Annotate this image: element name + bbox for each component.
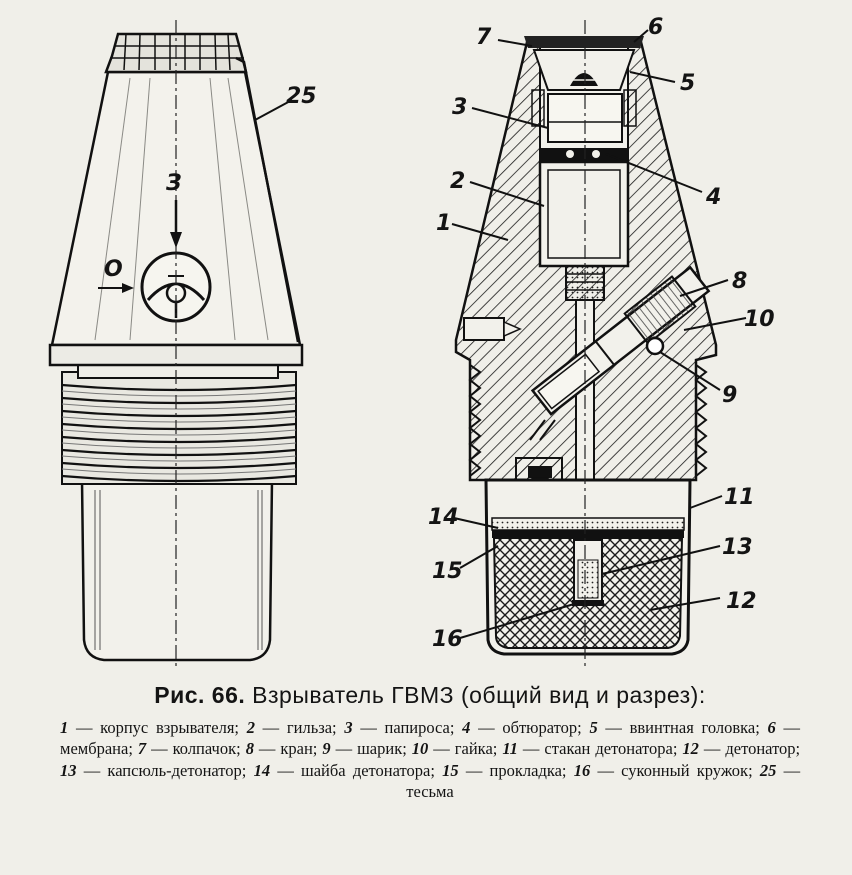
- legend-item-10: 10 — гайка;: [411, 739, 498, 759]
- legend-text: суконный кружок;: [621, 760, 753, 780]
- legend-number: 25: [759, 760, 777, 780]
- legend-item-15: 15 — прокладка;: [442, 760, 567, 780]
- legend-text: ввинтная головка;: [629, 718, 760, 737]
- legend-item-16: 16 — суконный кружок;: [573, 760, 753, 780]
- legend-item-14: 14 — шайба детонатора;: [253, 760, 435, 780]
- fuze-exterior-view: [50, 20, 317, 670]
- legend-number: 16: [573, 760, 591, 780]
- legend-item-9: 9 — шарик;: [322, 739, 407, 759]
- legend-item-7: 7 — колпачок;: [137, 739, 241, 759]
- callout-14: 14: [428, 505, 459, 530]
- legend-text: детонатор;: [725, 739, 801, 759]
- legend-number: 10: [411, 739, 429, 759]
- legend-item-3: 3 — папироса;: [344, 718, 455, 737]
- legend-text: папироса;: [384, 718, 455, 737]
- legend-text: гайка;: [454, 739, 498, 759]
- fuze-section-view: [428, 15, 775, 668]
- legend-number: 12: [682, 739, 699, 759]
- legend-item-25: 25 — тесьма: [406, 760, 801, 802]
- legend-number: 13: [60, 760, 77, 780]
- legend-text: колпачок;: [172, 739, 241, 759]
- legend-number: 15: [442, 760, 459, 780]
- legend-number: 1: [60, 718, 69, 737]
- legend-item-2: 2 — гильза;: [246, 718, 337, 737]
- callout-5: 5: [680, 71, 696, 96]
- callout-9: 9: [722, 383, 738, 408]
- thread-section-exterior: [62, 372, 296, 484]
- legend-text: кран;: [280, 739, 318, 759]
- callout-7: 7: [476, 25, 492, 50]
- legend-text: корпус взрывателя;: [100, 718, 239, 737]
- legend-text: прокладка;: [489, 760, 567, 780]
- legend-number: 9: [322, 739, 331, 759]
- callout-11: 11: [724, 485, 755, 510]
- legend-number: 2: [246, 718, 255, 737]
- figure-title: Взрыватель ГВМЗ (общий вид и разрез):: [252, 682, 706, 708]
- callout-3: 3: [452, 95, 468, 120]
- legend-item-8: 8 — кран;: [245, 739, 318, 759]
- gasket: [492, 530, 684, 538]
- sleeve: [540, 162, 628, 266]
- legend-text: шарик;: [357, 739, 407, 759]
- legend-item-1: 1 — корпус взрывателя;: [60, 718, 239, 737]
- legend-number: 14: [253, 760, 271, 780]
- legend-item-5: 5 — ввинтная головка;: [589, 718, 760, 737]
- callout-1: 1: [436, 211, 452, 236]
- callout-13: 13: [722, 535, 753, 560]
- axis-letter-horizontal: О: [104, 257, 123, 282]
- legend-number: 11: [502, 739, 518, 759]
- detonator-cup-exterior: [82, 480, 272, 660]
- callout-6: 6: [648, 15, 664, 40]
- callout-4: 4: [706, 185, 722, 210]
- legend-item-12: 12 — детонатор;: [682, 739, 801, 759]
- legend-number: 7: [137, 739, 147, 759]
- legend-text: мембрана;: [60, 739, 133, 759]
- callout-25: 25: [286, 84, 317, 109]
- legend-number: 8: [245, 739, 254, 759]
- legend-item-13: 13 — капсюль-детонатор;: [60, 760, 247, 780]
- axis-letter-vertical: З: [166, 171, 182, 196]
- legend-item-6: 6 — мембрана;: [60, 718, 800, 759]
- figure-label: Рис. 66.: [154, 682, 246, 708]
- legend-text: гильза;: [286, 718, 337, 737]
- washer: [492, 518, 684, 530]
- legend-text: обтюратор;: [502, 718, 582, 737]
- legend-number: 6: [767, 718, 776, 737]
- legend-item-4: 4 — обтюратор;: [462, 718, 582, 737]
- legend-text: стакан детонатора;: [544, 739, 678, 759]
- legend-text: тесьма: [406, 782, 454, 802]
- caption-title: [60, 682, 800, 709]
- legend-item-11: 11 — стакан детонатора;: [502, 739, 678, 759]
- felt-disc: [572, 600, 604, 606]
- legend-number: 4: [462, 718, 471, 737]
- callout-10: 10: [744, 307, 775, 332]
- figure-caption: [60, 682, 800, 803]
- legend: [60, 717, 800, 803]
- legend-number: 5: [589, 718, 598, 737]
- callout-12: 12: [726, 589, 757, 614]
- legend-text: шайба детонатора;: [301, 760, 435, 780]
- callout-2: 2: [450, 169, 466, 194]
- legend-number: 3: [344, 718, 353, 737]
- callout-16: 16: [432, 627, 463, 652]
- cap-section: [524, 36, 644, 48]
- legend-text: капсюль-детонатор;: [107, 760, 247, 780]
- callout-15: 15: [432, 559, 463, 584]
- callout-8: 8: [732, 269, 748, 294]
